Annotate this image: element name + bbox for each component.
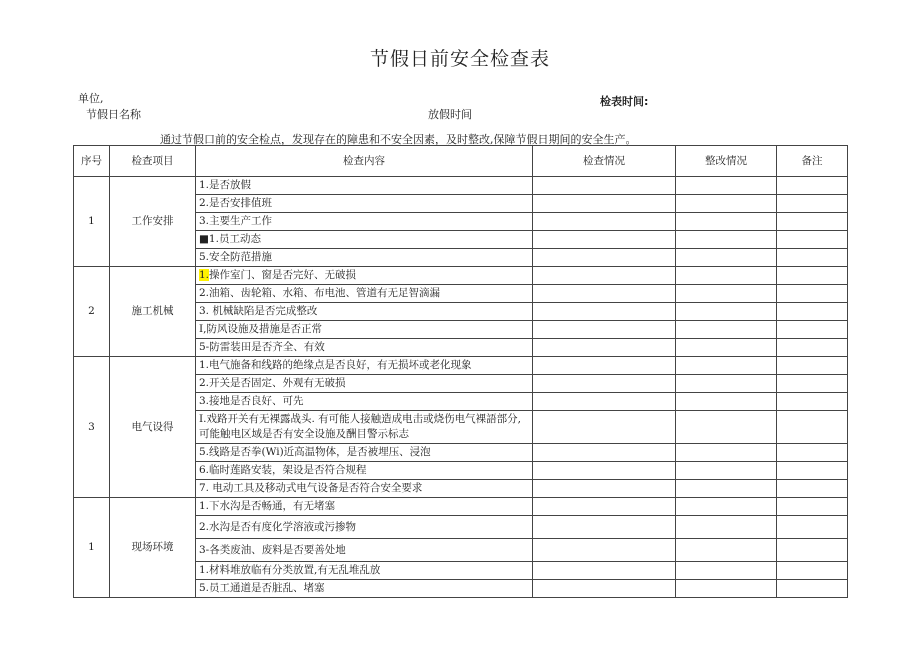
status-cell[interactable] [533, 562, 676, 580]
remark-cell[interactable] [777, 285, 848, 303]
check-content: 2.水沟是否有度化学溶液或污掺物 [196, 516, 533, 539]
status-cell[interactable] [533, 393, 676, 411]
group-number: 3 [74, 357, 110, 498]
check-content: 5.安全防范措施 [196, 249, 533, 267]
rectify-cell[interactable] [676, 393, 777, 411]
remark-cell[interactable] [777, 213, 848, 231]
header-remark: 备注 [777, 146, 848, 177]
remark-cell[interactable] [777, 444, 848, 462]
table-row [74, 357, 848, 375]
rectify-cell[interactable] [676, 285, 777, 303]
rectify-cell[interactable] [676, 562, 777, 580]
check-time-label: 检表时间: [600, 95, 649, 108]
remark-cell[interactable] [777, 303, 848, 321]
check-content: 2.是否安排值班 [196, 195, 533, 213]
check-content: ■1.员工动态 [196, 231, 533, 249]
table-row [74, 498, 848, 516]
rectify-cell[interactable] [676, 339, 777, 357]
status-cell[interactable] [533, 357, 676, 375]
status-cell[interactable] [533, 267, 676, 285]
remark-cell[interactable] [777, 393, 848, 411]
status-cell[interactable] [533, 285, 676, 303]
header-no: 序号 [74, 146, 110, 177]
rectify-cell[interactable] [676, 539, 777, 562]
rectify-cell[interactable] [676, 498, 777, 516]
rectify-cell[interactable] [676, 580, 777, 598]
remark-cell[interactable] [777, 516, 848, 539]
table-row [74, 177, 848, 195]
remark-cell[interactable] [777, 195, 848, 213]
rectify-cell[interactable] [676, 462, 777, 480]
remark-cell[interactable] [777, 580, 848, 598]
status-cell[interactable] [533, 375, 676, 393]
remark-cell[interactable] [777, 339, 848, 357]
check-content: 3.主要生产工作 [196, 213, 533, 231]
rectify-cell[interactable] [676, 411, 777, 444]
remark-cell[interactable] [777, 480, 848, 498]
status-cell[interactable] [533, 444, 676, 462]
remark-cell[interactable] [777, 231, 848, 249]
header-item: 检查项目 [110, 146, 196, 177]
rectify-cell[interactable] [676, 231, 777, 249]
check-content: 5-防雷装田是否齐全、有效 [196, 339, 533, 357]
status-cell[interactable] [533, 177, 676, 195]
remark-cell[interactable] [777, 267, 848, 285]
rectify-cell[interactable] [676, 195, 777, 213]
remark-cell[interactable] [777, 375, 848, 393]
remark-cell[interactable] [777, 462, 848, 480]
header-status: 检查情况 [533, 146, 676, 177]
header-rectify: 整改情况 [676, 146, 777, 177]
status-cell[interactable] [533, 539, 676, 562]
check-content-text: 操作室门、窗是否完好、无破损 [209, 269, 357, 281]
remark-cell[interactable] [777, 321, 848, 339]
highlighted-text: 1. [199, 269, 210, 281]
status-cell[interactable] [533, 231, 676, 249]
status-cell[interactable] [533, 480, 676, 498]
intro-text: 通过节假口前的安全检点，发现存在的障患和不安全因素，及时整改,保障节假日期间的安全生产。 [160, 133, 637, 146]
status-cell[interactable] [533, 303, 676, 321]
check-content: 5.员工通道是否脏乱、堵塞 [196, 580, 533, 598]
group-item: 电气设得 [110, 357, 196, 498]
status-cell[interactable] [533, 195, 676, 213]
check-content: I.戏路开关有无裸露战头. 有可能人接触造成电击或烧伤电气裸語部分,可能触电区域是否有安全设施及酬目警示标志 [196, 411, 533, 444]
check-content: 1.是否放假 [196, 177, 533, 195]
check-content: 1.材料堆放临有分类放置,有无乱堆乱放 [196, 562, 533, 580]
rectify-cell[interactable] [676, 321, 777, 339]
check-content: I,防风设施及措施是否正常 [196, 321, 533, 339]
group-number: 2 [74, 267, 110, 357]
check-content: 5.线路是否拳(Wi)近高温物体，是否被埋压、浸泡 [196, 444, 533, 462]
remark-cell[interactable] [777, 498, 848, 516]
remark-cell[interactable] [777, 357, 848, 375]
status-cell[interactable] [533, 411, 676, 444]
status-cell[interactable] [533, 249, 676, 267]
remark-cell[interactable] [777, 177, 848, 195]
check-content: 7. 电动工具及移动式电气设备是否符合安全要求 [196, 480, 533, 498]
status-cell[interactable] [533, 462, 676, 480]
inspection-table [73, 145, 848, 598]
rectify-cell[interactable] [676, 516, 777, 539]
group-item: 施工机械 [110, 267, 196, 357]
check-content: 3.接地是否良好、可先 [196, 393, 533, 411]
rectify-cell[interactable] [676, 357, 777, 375]
check-content: 1.电气施备和线路的绝缘点是否良好，有无损坏或老化现象 [196, 357, 533, 375]
remark-cell[interactable] [777, 539, 848, 562]
check-content [196, 267, 533, 285]
check-content: 3-各类废油、废料是否要善处地 [196, 539, 533, 562]
group-number: 1 [74, 498, 110, 598]
remark-cell[interactable] [777, 562, 848, 580]
rectify-cell[interactable] [676, 267, 777, 285]
check-content: 2.开关是否固定、外观有无破损 [196, 375, 533, 393]
table-header-row [74, 146, 848, 177]
rectify-cell[interactable] [676, 303, 777, 321]
status-cell[interactable] [533, 321, 676, 339]
status-cell[interactable] [533, 213, 676, 231]
table-row [74, 267, 848, 285]
group-item: 现场环境 [110, 498, 196, 598]
group-item: 工作安排 [110, 177, 196, 267]
remark-cell[interactable] [777, 411, 848, 444]
unit-label: 单位, [78, 92, 104, 105]
check-content: 6.临时莲路安装，架设是否符合规程 [196, 462, 533, 480]
status-cell[interactable] [533, 339, 676, 357]
status-cell[interactable] [533, 580, 676, 598]
page-title: 节假日前安全检查表 [369, 48, 550, 70]
check-content: 3. 机械缺陷是否完成整改 [196, 303, 533, 321]
group-number: 1 [74, 177, 110, 267]
rectify-cell[interactable] [676, 480, 777, 498]
header-content: 检查内容 [196, 146, 533, 177]
leave-time-label: 放假时间 [428, 108, 472, 121]
rectify-cell[interactable] [676, 375, 777, 393]
rectify-cell[interactable] [676, 249, 777, 267]
rectify-cell[interactable] [676, 177, 777, 195]
status-cell[interactable] [533, 516, 676, 539]
rectify-cell[interactable] [676, 444, 777, 462]
status-cell[interactable] [533, 498, 676, 516]
holiday-name-label: 节假日名称 [86, 108, 141, 121]
remark-cell[interactable] [777, 249, 848, 267]
check-content: 1.下水沟是否畅通，有无堵塞 [196, 498, 533, 516]
rectify-cell[interactable] [676, 213, 777, 231]
check-content: 2.油箱、齿轮箱、水箱、布电池、管道有无足智滴漏 [196, 285, 533, 303]
